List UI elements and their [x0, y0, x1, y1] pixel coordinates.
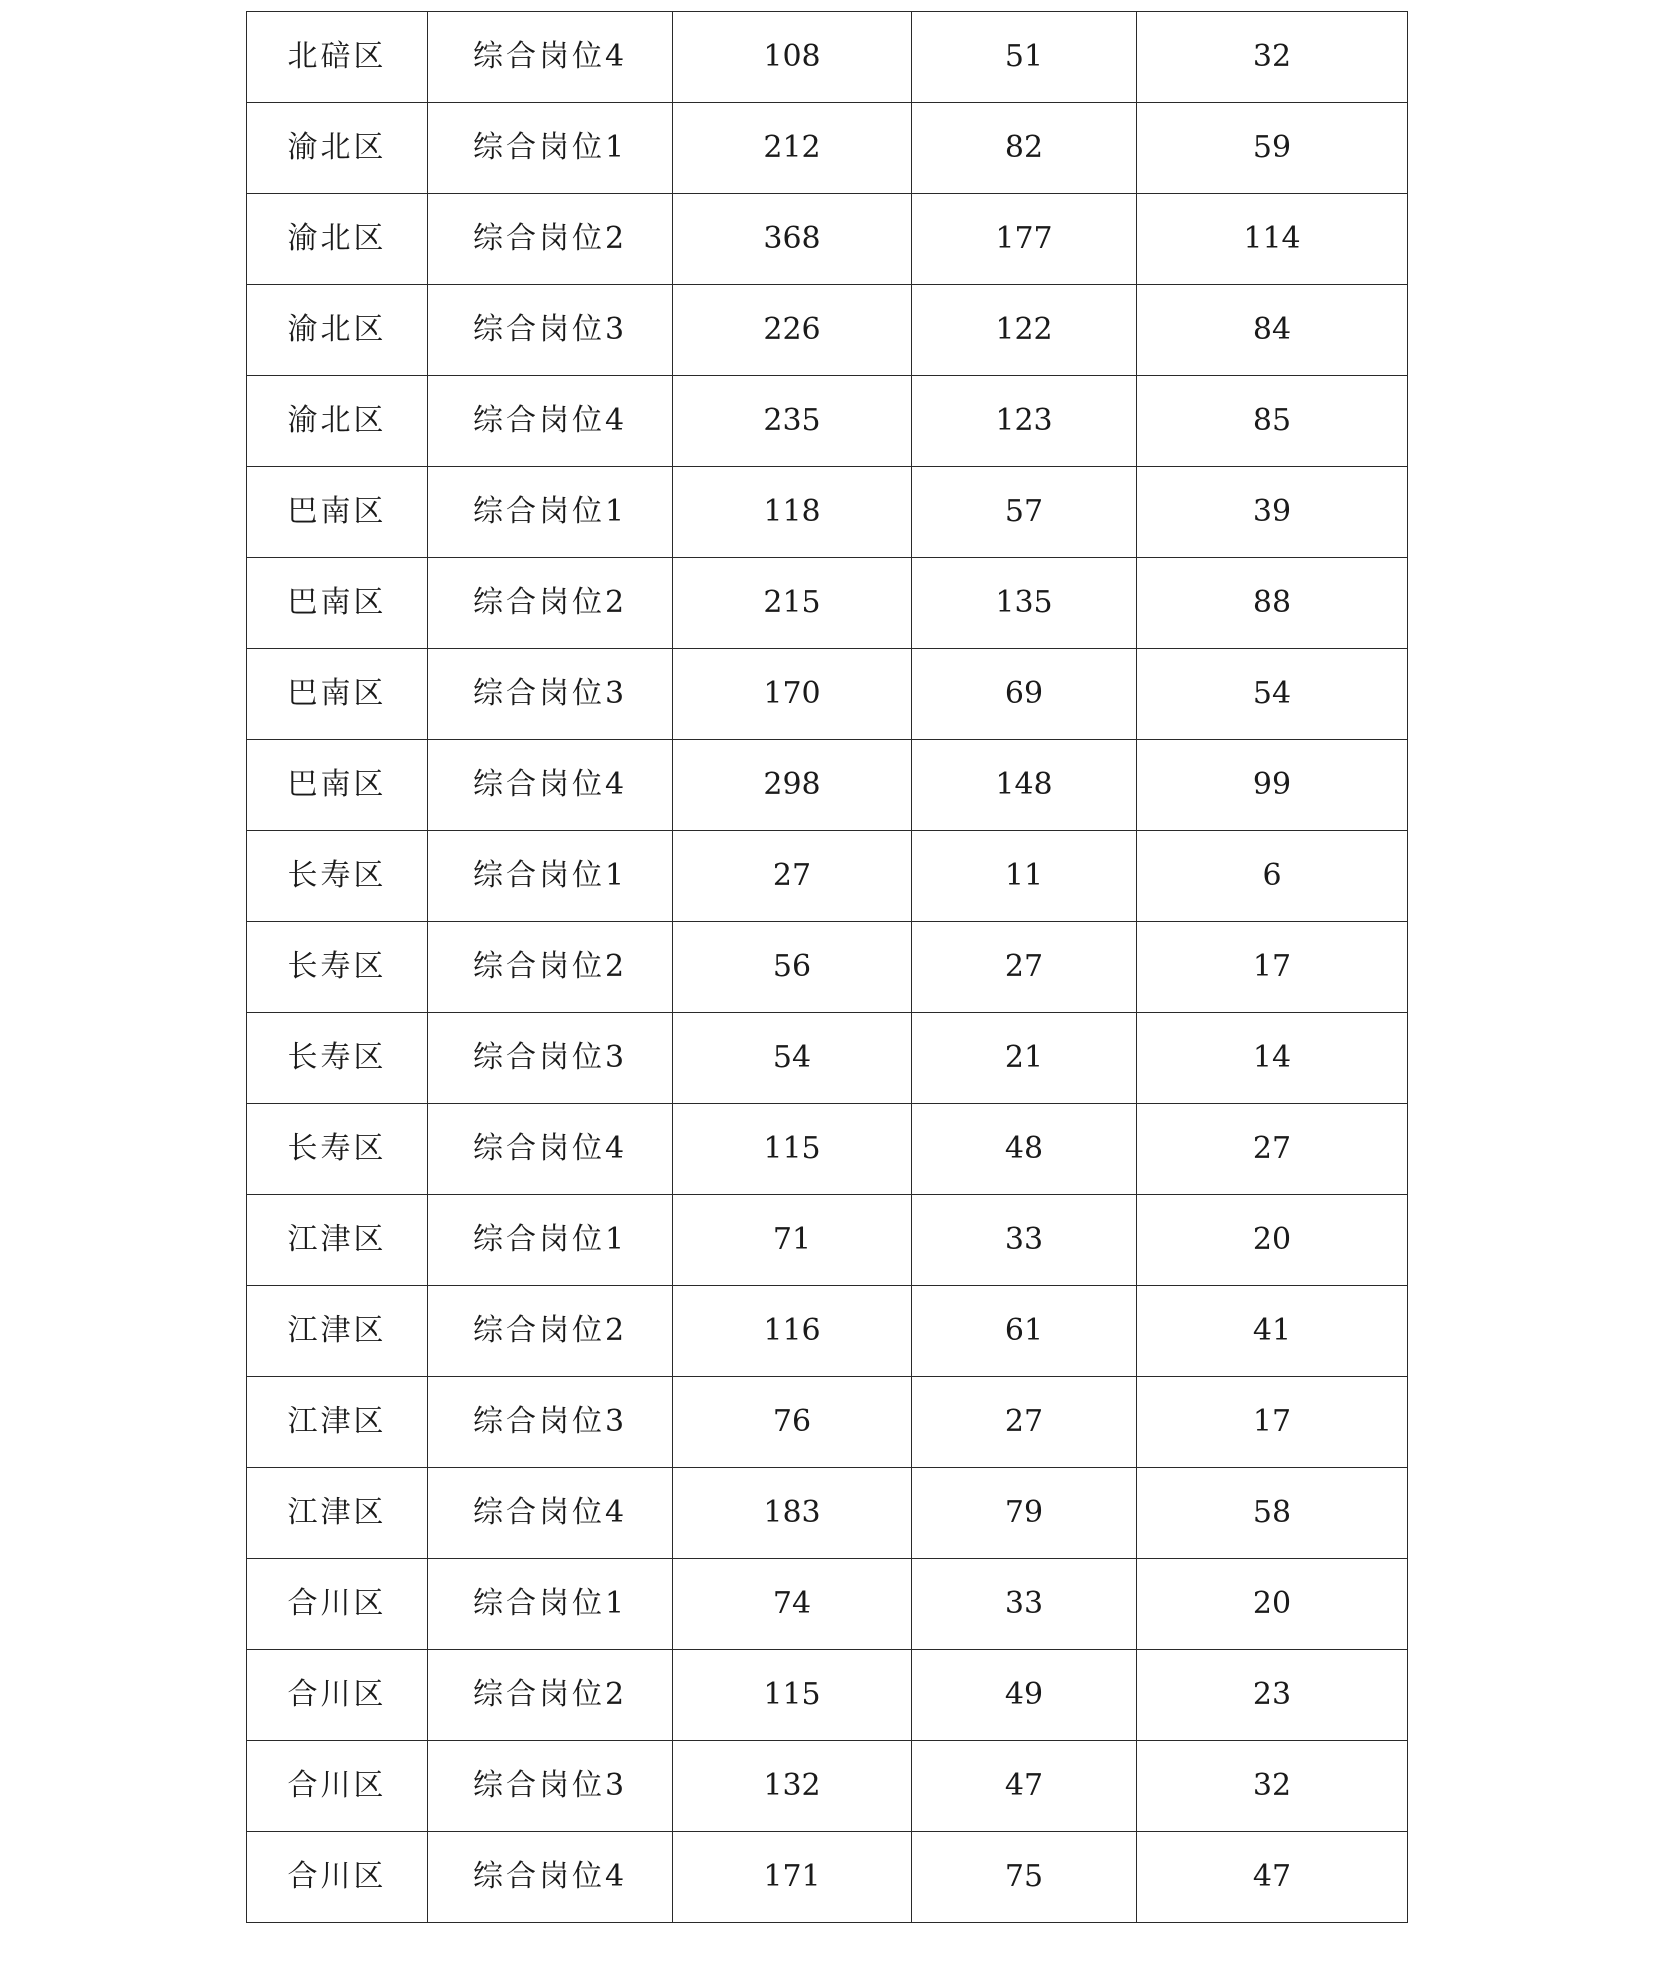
table-row [247, 740, 1408, 831]
position-cell: 综合岗位3 [428, 1741, 673, 1832]
district-cell: 合川区 [247, 1741, 428, 1832]
value-cell-2: 47 [912, 1741, 1137, 1832]
position-cell: 综合岗位3 [428, 1377, 673, 1468]
district-cell: 巴南区 [247, 558, 428, 649]
table-row [247, 12, 1408, 103]
value-cell-1: 212 [673, 103, 912, 194]
value-cell-2: 177 [912, 194, 1137, 285]
table-row [247, 1650, 1408, 1741]
table-row [247, 1559, 1408, 1650]
value-cell-2: 21 [912, 1013, 1137, 1104]
position-cell: 综合岗位2 [428, 1286, 673, 1377]
position-cell: 综合岗位1 [428, 103, 673, 194]
value-cell-2: 48 [912, 1104, 1137, 1195]
data-table [246, 11, 1408, 1923]
value-cell-2: 27 [912, 922, 1137, 1013]
table-row [247, 1013, 1408, 1104]
position-cell: 综合岗位2 [428, 558, 673, 649]
district-cell: 渝北区 [247, 194, 428, 285]
position-cell: 综合岗位3 [428, 1013, 673, 1104]
table-row [247, 1195, 1408, 1286]
value-cell-1: 132 [673, 1741, 912, 1832]
district-cell: 渝北区 [247, 285, 428, 376]
value-cell-1: 115 [673, 1104, 912, 1195]
position-cell: 综合岗位4 [428, 1104, 673, 1195]
table-row [247, 649, 1408, 740]
table-row [247, 103, 1408, 194]
value-cell-1: 226 [673, 285, 912, 376]
district-cell: 长寿区 [247, 922, 428, 1013]
value-cell-1: 368 [673, 194, 912, 285]
value-cell-1: 56 [673, 922, 912, 1013]
value-cell-3: 114 [1137, 194, 1408, 285]
value-cell-2: 27 [912, 1377, 1137, 1468]
value-cell-3: 47 [1137, 1832, 1408, 1923]
value-cell-3: 17 [1137, 922, 1408, 1013]
district-cell: 合川区 [247, 1832, 428, 1923]
value-cell-3: 20 [1137, 1195, 1408, 1286]
value-cell-2: 51 [912, 12, 1137, 103]
table-row [247, 467, 1408, 558]
table-row [247, 285, 1408, 376]
value-cell-1: 115 [673, 1650, 912, 1741]
value-cell-2: 33 [912, 1195, 1137, 1286]
table-row [247, 1741, 1408, 1832]
value-cell-1: 215 [673, 558, 912, 649]
district-cell: 合川区 [247, 1650, 428, 1741]
value-cell-2: 135 [912, 558, 1137, 649]
district-cell: 长寿区 [247, 831, 428, 922]
value-cell-2: 69 [912, 649, 1137, 740]
value-cell-3: 39 [1137, 467, 1408, 558]
table-row [247, 1377, 1408, 1468]
value-cell-3: 17 [1137, 1377, 1408, 1468]
value-cell-3: 32 [1137, 12, 1408, 103]
value-cell-2: 11 [912, 831, 1137, 922]
district-cell: 巴南区 [247, 467, 428, 558]
value-cell-3: 32 [1137, 1741, 1408, 1832]
table-row [247, 1104, 1408, 1195]
value-cell-2: 75 [912, 1832, 1137, 1923]
position-cell: 综合岗位1 [428, 1195, 673, 1286]
value-cell-1: 183 [673, 1468, 912, 1559]
value-cell-3: 27 [1137, 1104, 1408, 1195]
position-cell: 综合岗位2 [428, 194, 673, 285]
value-cell-2: 122 [912, 285, 1137, 376]
position-cell: 综合岗位3 [428, 649, 673, 740]
value-cell-3: 99 [1137, 740, 1408, 831]
value-cell-1: 71 [673, 1195, 912, 1286]
value-cell-3: 59 [1137, 103, 1408, 194]
value-cell-3: 84 [1137, 285, 1408, 376]
value-cell-2: 123 [912, 376, 1137, 467]
value-cell-3: 41 [1137, 1286, 1408, 1377]
position-cell: 综合岗位4 [428, 740, 673, 831]
value-cell-1: 76 [673, 1377, 912, 1468]
table-row [247, 1468, 1408, 1559]
value-cell-2: 49 [912, 1650, 1137, 1741]
value-cell-1: 74 [673, 1559, 912, 1650]
district-cell: 合川区 [247, 1559, 428, 1650]
value-cell-2: 33 [912, 1559, 1137, 1650]
table-row [247, 922, 1408, 1013]
value-cell-1: 235 [673, 376, 912, 467]
table-row [247, 376, 1408, 467]
district-cell: 渝北区 [247, 376, 428, 467]
value-cell-3: 88 [1137, 558, 1408, 649]
value-cell-2: 82 [912, 103, 1137, 194]
position-cell: 综合岗位2 [428, 922, 673, 1013]
district-cell: 长寿区 [247, 1104, 428, 1195]
value-cell-1: 170 [673, 649, 912, 740]
value-cell-2: 148 [912, 740, 1137, 831]
district-cell: 江津区 [247, 1377, 428, 1468]
position-cell: 综合岗位3 [428, 285, 673, 376]
position-cell: 综合岗位4 [428, 12, 673, 103]
district-cell: 江津区 [247, 1468, 428, 1559]
value-cell-2: 57 [912, 467, 1137, 558]
position-cell: 综合岗位4 [428, 1468, 673, 1559]
value-cell-2: 79 [912, 1468, 1137, 1559]
position-cell: 综合岗位4 [428, 376, 673, 467]
value-cell-1: 27 [673, 831, 912, 922]
value-cell-1: 116 [673, 1286, 912, 1377]
district-cell: 巴南区 [247, 649, 428, 740]
value-cell-3: 58 [1137, 1468, 1408, 1559]
district-cell: 江津区 [247, 1286, 428, 1377]
value-cell-1: 118 [673, 467, 912, 558]
table-row [247, 1832, 1408, 1923]
position-cell: 综合岗位1 [428, 467, 673, 558]
district-cell: 北碚区 [247, 12, 428, 103]
table-row [247, 194, 1408, 285]
value-cell-3: 23 [1137, 1650, 1408, 1741]
value-cell-1: 171 [673, 1832, 912, 1923]
value-cell-1: 108 [673, 12, 912, 103]
district-cell: 渝北区 [247, 103, 428, 194]
district-cell: 巴南区 [247, 740, 428, 831]
value-cell-3: 85 [1137, 376, 1408, 467]
table-body [247, 12, 1408, 1923]
value-cell-1: 54 [673, 1013, 912, 1104]
value-cell-3: 14 [1137, 1013, 1408, 1104]
value-cell-2: 61 [912, 1286, 1137, 1377]
table-row [247, 558, 1408, 649]
position-cell: 综合岗位1 [428, 831, 673, 922]
value-cell-3: 20 [1137, 1559, 1408, 1650]
table-row [247, 831, 1408, 922]
value-cell-3: 6 [1137, 831, 1408, 922]
table-row [247, 1286, 1408, 1377]
position-cell: 综合岗位1 [428, 1559, 673, 1650]
position-cell: 综合岗位4 [428, 1832, 673, 1923]
value-cell-3: 54 [1137, 649, 1408, 740]
value-cell-1: 298 [673, 740, 912, 831]
position-cell: 综合岗位2 [428, 1650, 673, 1741]
district-cell: 长寿区 [247, 1013, 428, 1104]
district-cell: 江津区 [247, 1195, 428, 1286]
